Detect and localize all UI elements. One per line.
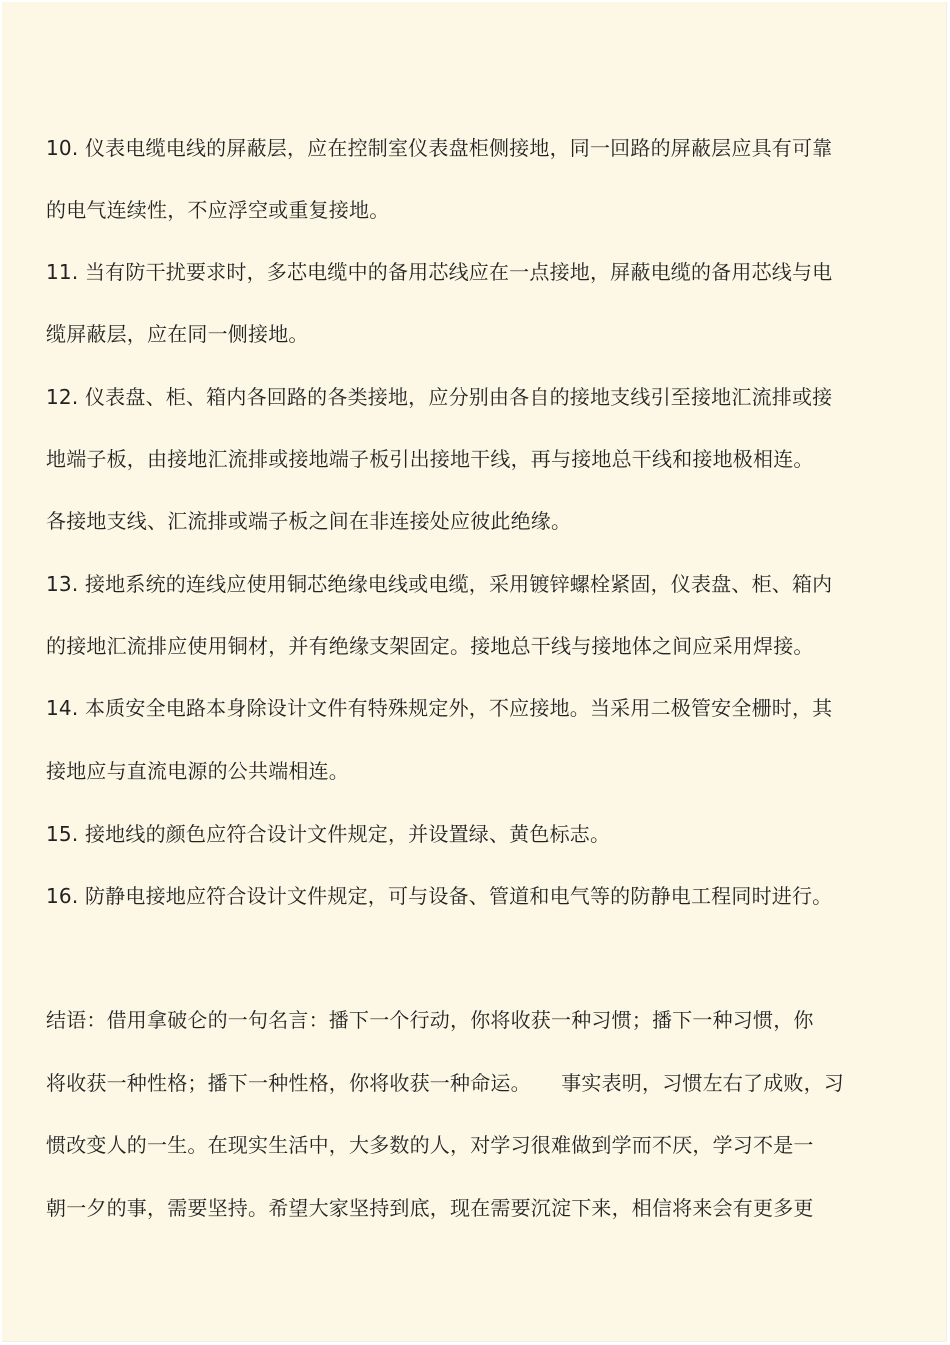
paragraph-14-line-1: 14. 本质安全电路本身除设计文件有特殊规定外，不应接地。当采用二极管安全栅时，其 [46,696,833,720]
paragraph-12-line-2: 地端子板，由接地汇流排或接地端子板引出接地干线，再与接地总干线和接地极相连。 [46,447,814,471]
paragraph-12-line-1: 12. 仪表盘、柜、箱内各回路的各类接地，应分别由各自的接地支线引至接地汇流排或接 [46,385,833,409]
paragraph-12-line-3: 各接地支线、汇流排或端子板之间在非连接处应彼此绝缘。 [46,509,572,533]
document-page [2,2,947,1342]
conclusion-line-4: 朝一夕的事，需要坚持。希望大家坚持到底，现在需要沉淀下来，相信将来会有更多更 [46,1196,814,1220]
paragraph-16-line-1: 16. 防静电接地应符合设计文件规定，可与设备、管道和电气等的防静电工程同时进行。 [46,884,833,908]
paragraph-15-line-1: 15. 接地线的颜色应符合设计文件规定，并设置绿、黄色标志。 [46,822,611,846]
paragraph-11-line-2: 缆屏蔽层，应在同一侧接地。 [46,322,309,346]
paragraph-10-line-2: 的电气连续性，不应浮空或重复接地。 [46,198,390,222]
paragraph-13-line-1: 13. 接地系统的连线应使用铜芯绝缘电线或电缆，采用镀锌螺栓紧固，仪表盘、柜、箱内 [46,572,833,596]
conclusion-line-3: 惯改变人的一生。在现实生活中，大多数的人，对学习很难做到学而不厌，学习不是一 [46,1133,814,1157]
conclusion-line-2: 将收获一种性格；播下一种性格，你将收获一种命运。 事实表明，习惯左右了成败，习 [46,1071,844,1095]
paragraph-13-line-2: 的接地汇流排应使用铜材，并有绝缘支架固定。接地总干线与接地体之间应采用焊接。 [46,634,814,658]
paragraph-11-line-1: 11. 当有防干扰要求时，多芯电缆中的备用芯线应在一点接地，屏蔽电缆的备用芯线与电 [46,260,833,284]
paragraph-10-line-1: 10. 仪表电缆电线的屏蔽层，应在控制室仪表盘柜侧接地，同一回路的屏蔽层应具有可靠 [46,136,833,160]
conclusion-line-1: 结语：借用拿破仑的一句名言：播下一个行动，你将收获一种习惯；播下一种习惯，你 [46,1008,814,1032]
paragraph-14-line-2: 接地应与直流电源的公共端相连。 [46,759,349,783]
